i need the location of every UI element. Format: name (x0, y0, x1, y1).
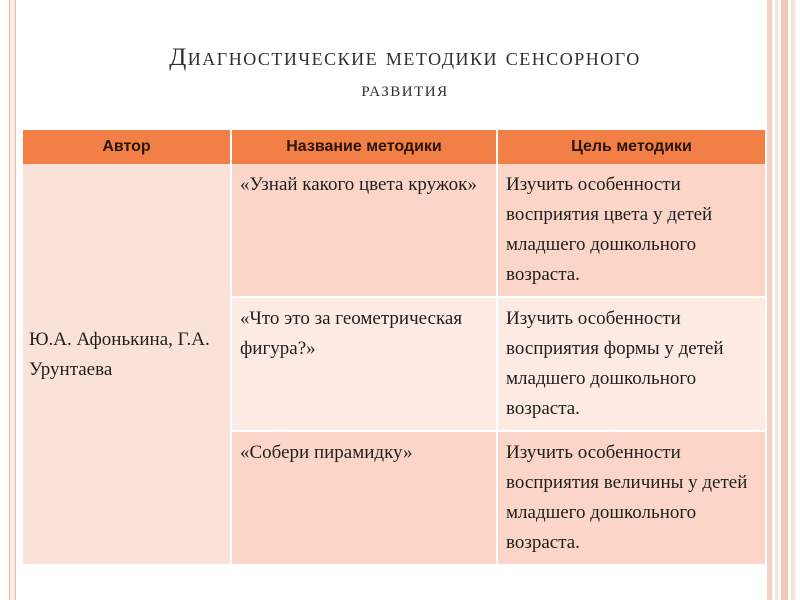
methods-table (23, 130, 765, 566)
table-row (23, 164, 765, 297)
right-decorative-stripe (791, 0, 795, 600)
method-goal-cell: Изучить особенности восприятия величины у детей младшего дошкольного возраста. (497, 431, 765, 565)
header-method-goal: Цель методики (497, 130, 765, 164)
method-name-cell: «Что это за геометрическая фигура?» (231, 297, 497, 431)
author-cell: Ю.А. Афонькина, Г.А. Урунтаева (23, 164, 231, 565)
method-goal-cell: Изучить особенности восприятия цвета у детей младшего дошкольного возраста. (497, 164, 765, 297)
header-author: Автор (23, 130, 231, 164)
slide-title (60, 42, 750, 104)
right-decorative-stripe (775, 0, 778, 600)
method-name-cell: «Собери пирамидку» (231, 431, 497, 565)
right-decorative-stripe (767, 0, 772, 600)
table-header-row (23, 130, 765, 164)
left-decorative-border (9, 0, 16, 600)
method-goal-cell: Изучить особенности восприятия формы у детей младшего дошкольного возраста. (497, 297, 765, 431)
slide-title-line-1: Диагностические методики сенсорного (169, 44, 641, 71)
right-decorative-stripe (781, 0, 788, 600)
method-name-cell: «Узнай какого цвета кружок» (231, 164, 497, 297)
header-method-name: Название методики (231, 130, 497, 164)
slide-title-line-2: развития (361, 76, 449, 101)
